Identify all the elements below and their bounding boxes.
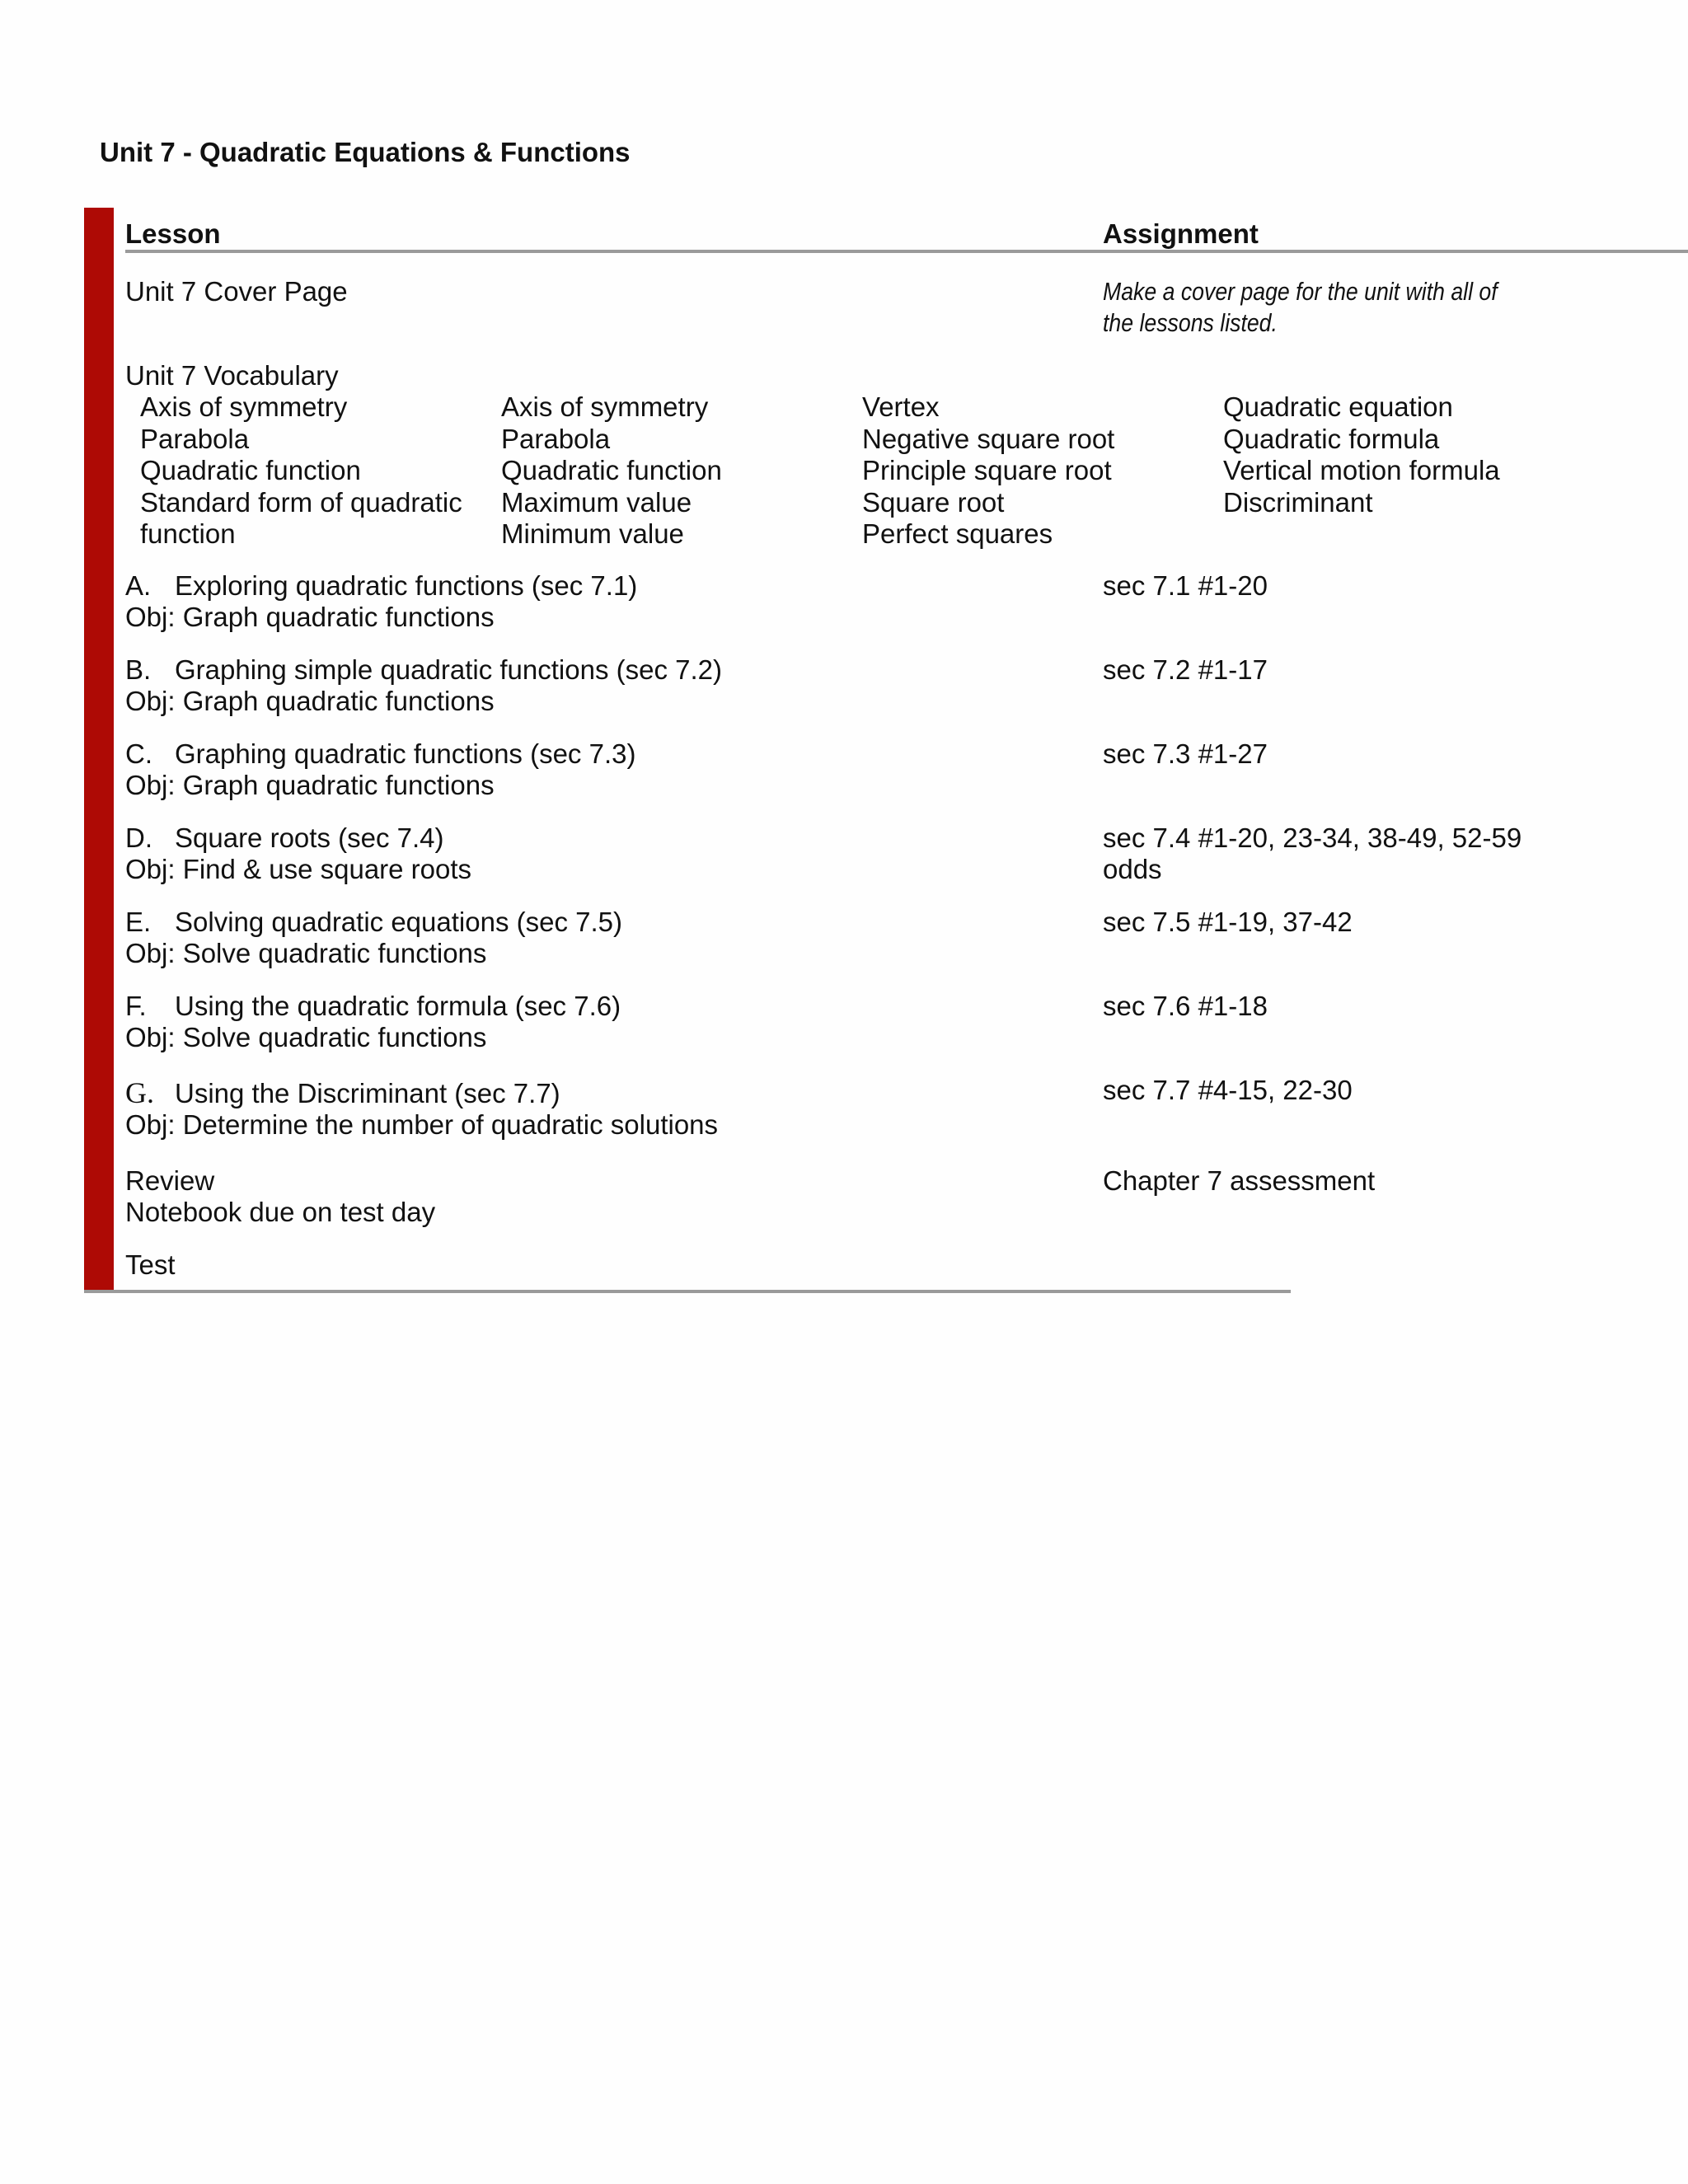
vocabulary-column-3 [862, 391, 1114, 551]
vocab-term: Quadratic equation [1223, 391, 1453, 422]
vocab-term: Axis of symmetry [501, 391, 709, 422]
lesson-letter: G. [125, 1076, 154, 1109]
review-assignment: Chapter 7 assessment [1103, 1165, 1376, 1196]
header-divider [125, 250, 1688, 253]
page-title: Unit 7 - Quadratic Equations & Functions [100, 137, 631, 167]
lesson-c-assignment: sec 7.3 #1-27 [1103, 738, 1268, 769]
lesson-g [125, 1077, 718, 1141]
lesson-title: Graphing quadratic functions (sec 7.3) [175, 738, 636, 769]
lesson-b-assignment: sec 7.2 #1-17 [1103, 654, 1268, 685]
vocab-term: Negative square root [862, 423, 1115, 454]
vocab-term: Vertical motion formula [1223, 455, 1500, 485]
cover-page-lesson: Unit 7 Cover Page [125, 276, 348, 307]
lesson-a-assignment: sec 7.1 #1-20 [1103, 570, 1268, 601]
lesson-letter: A. [125, 570, 152, 601]
lesson-letter: B. [125, 654, 152, 685]
vocab-term: Vertex [862, 391, 940, 422]
lesson-letter: D. [125, 823, 152, 853]
vocab-term: Quadratic formula [1223, 423, 1440, 454]
vocabulary-column-1 [140, 391, 486, 551]
lesson-objective: Obj: Graph quadratic functions [125, 686, 495, 716]
cover-page-assignment: Make a cover page for the unit with all of the lessons listed. [1103, 277, 1498, 337]
vocab-term: Square root [862, 486, 1005, 518]
vocab-term: Parabola [501, 423, 611, 454]
vocab-term: Parabola [140, 423, 250, 454]
vocab-term: Axis of symmetry [140, 391, 348, 422]
lesson-objective: Obj: Find & use square roots [125, 854, 472, 884]
vocab-term: Quadratic function [140, 455, 361, 485]
lesson-c [125, 738, 635, 801]
lesson-title: Using the quadratic formula (sec 7.6) [175, 991, 621, 1021]
review-note: Notebook due on test day [125, 1197, 436, 1227]
lesson-f [125, 991, 621, 1053]
lesson-e [125, 907, 622, 969]
lesson-letter: F. [125, 991, 147, 1021]
lesson-g-assignment: sec 7.7 #4-15, 22-30 [1103, 1075, 1353, 1105]
bottom-divider [84, 1290, 1291, 1293]
lesson-objective: Obj: Solve quadratic functions [125, 1022, 487, 1052]
lesson-title: Square roots (sec 7.4) [175, 823, 444, 853]
vocabulary-column-2 [501, 391, 722, 551]
vocab-term: Minimum value [501, 518, 684, 549]
test-row: Test [125, 1249, 176, 1280]
lesson-objective: Obj: Determine the number of quadratic solutions [125, 1109, 719, 1140]
vocab-term: Perfect squares [862, 518, 1053, 549]
lesson-title: Exploring quadratic functions (sec 7.1) [175, 570, 638, 601]
lesson-d-assignment: sec 7.4 #1-20, 23-34, 38-49, 52-59 odds [1103, 823, 1522, 884]
vocabulary-column-4 [1223, 391, 1500, 518]
lesson-objective: Obj: Solve quadratic functions [125, 938, 487, 968]
lesson-title: Using the Discriminant (sec 7.7) [175, 1078, 560, 1108]
lesson-f-assignment: sec 7.6 #1-18 [1103, 991, 1268, 1021]
vocab-term: Quadratic function [501, 455, 722, 485]
vocab-term: Principle square root [862, 455, 1112, 485]
vocabulary-title: Unit 7 Vocabulary [125, 360, 339, 391]
lesson-e-assignment: sec 7.5 #1-19, 37-42 [1103, 907, 1353, 937]
lesson-a [125, 570, 637, 633]
review-row [125, 1165, 435, 1228]
vocab-term: Maximum value [501, 486, 692, 518]
lesson-objective: Obj: Graph quadratic functions [125, 770, 495, 800]
accent-bar [84, 208, 114, 1291]
assignment-column-header: Assignment [1103, 218, 1259, 249]
lesson-b [125, 654, 722, 717]
vocab-term: Discriminant [1223, 486, 1373, 518]
lesson-column-header: Lesson [125, 218, 221, 249]
lesson-title: Solving quadratic equations (sec 7.5) [175, 907, 622, 937]
vocab-term: Standard form of quadratic function [140, 486, 462, 549]
lesson-d [125, 823, 471, 885]
lesson-letter: E. [125, 907, 152, 937]
review-label: Review [125, 1165, 215, 1196]
lesson-title: Graphing simple quadratic functions (sec 7.2) [175, 654, 722, 685]
lesson-objective: Obj: Graph quadratic functions [125, 602, 495, 632]
lesson-letter: C. [125, 738, 152, 769]
